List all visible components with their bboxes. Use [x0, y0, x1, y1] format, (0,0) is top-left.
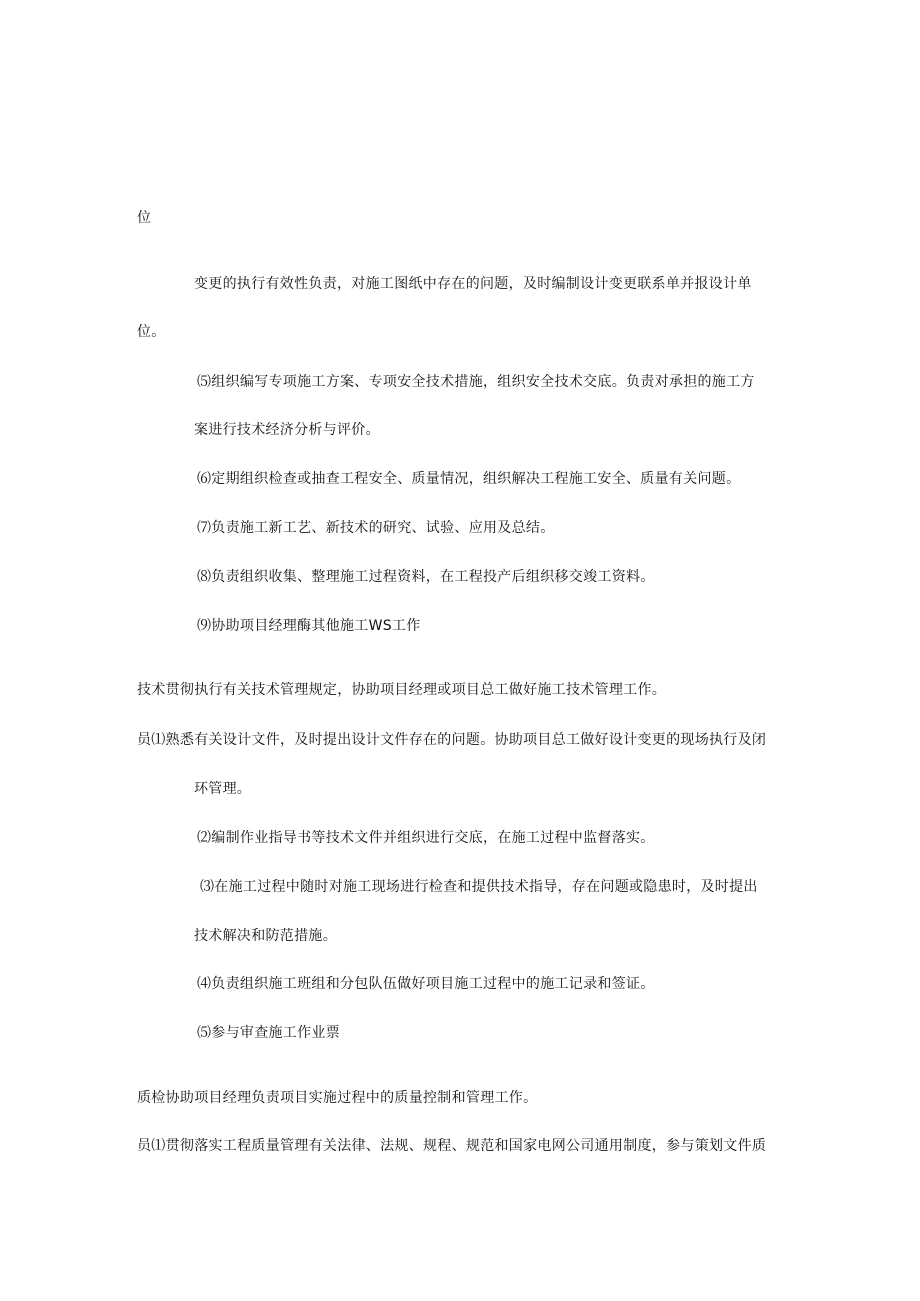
text-line: ⑼协助项目经理酶其他施工WS工作: [197, 618, 421, 634]
text-line: 位: [137, 210, 152, 226]
text-line: 变更的执行有效性负责，对施工图纸中存在的问题，及时编制设计变更联系单并报设计单: [194, 276, 752, 292]
text-line: 技术贯彻执行有关技术管理规定，协助项目经理或项目总工做好施工技术管理工作。: [137, 682, 667, 698]
text-line: ⑺负责施工新工艺、新技术的研究、试验、应用及总结。: [197, 520, 555, 536]
text-line: 员⑴贯彻落实工程质量管理有关法律、法规、规程、规范和国家电网公司通用制度，参与策划文件质: [137, 1138, 767, 1154]
text-line: 质检协助项目经理负责项目实施过程中的质量控制和管理工作。: [137, 1090, 538, 1106]
text-line: ⑻负责组织收集、整理施工过程资料，在工程投产后组织移交竣工资料。: [197, 569, 655, 585]
text-line: ⑶在施工过程中随时对施工现场进行检查和提供技术指导，存在问题或隐患时，及时提出: [200, 879, 758, 895]
text-line: 员⑴熟悉有关设计文件，及时提出设计文件存在的问题。协助项目总工做好设计变更的现场执行及闭: [137, 732, 767, 748]
text-line: ⑵编制作业指导书等技术文件并组织进行交底，在施工过程中监督落实。: [197, 830, 655, 846]
text-line: ⑸组织编写专项施工方案、专项安全技术措施，组织安全技术交底。负责对承担的施工方: [197, 374, 755, 390]
text-line: 环管理。: [194, 781, 252, 797]
text-line: ⑷负责组织施工班组和分包队伍做好项目施工过程中的施工记录和签证。: [197, 976, 655, 992]
text-line: ⑹定期组织检查或抽查工程安全、质量情况，组织解决工程施工安全、质量有关问题。: [197, 471, 741, 487]
text-line: ⑸参与审查施工作业票: [197, 1025, 340, 1041]
text-line: 案进行技术经济分析与评价。: [194, 422, 380, 438]
text-line: 位。: [137, 324, 166, 340]
text-line: 技术解决和防范措施。: [194, 928, 337, 944]
